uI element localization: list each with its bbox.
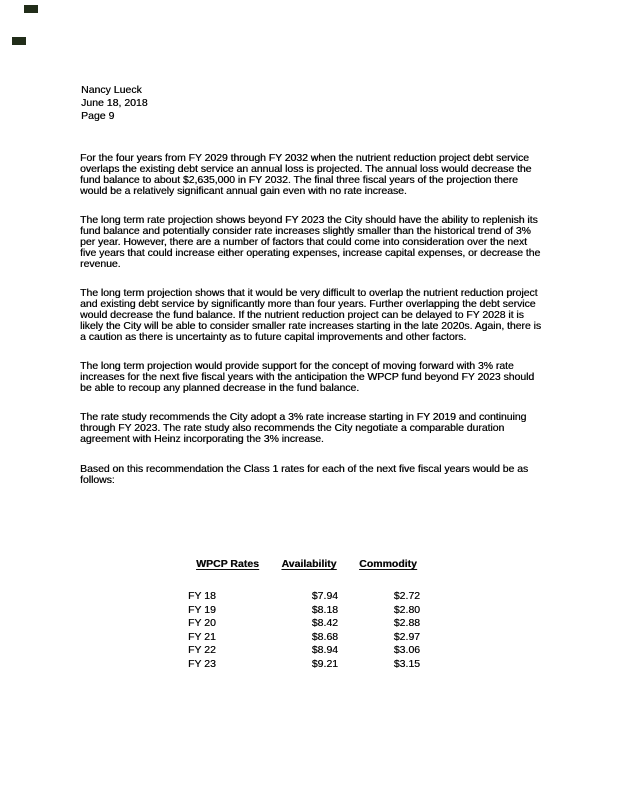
letter-body	[80, 153, 544, 485]
recipient-name: Nancy Lueck	[81, 84, 142, 96]
availability-cell: $8.68	[311, 630, 338, 643]
column-header-commodity: Commodity	[359, 558, 417, 570]
body-paragraph: The long term projection shows that it would be very difficult to overlap the nutrient reduction project and existing debt service by significantly more than four years. Further overlapping the debt service would decrease the fund balance. If the nutrient reduction project can be delayed to FY 2028 it is likely the City will be able to consider smaller rate increases starting in the late 2020s. Again, there is a caution as there is uncertainty as to future capital improvements and other factors.	[80, 287, 541, 343]
availability-cell: $8.94	[311, 644, 338, 657]
table-row	[185, 631, 420, 645]
fy-cell: FY 22	[188, 644, 216, 657]
table-body	[185, 590, 420, 672]
body-paragraph: Based on this recommendation the Class 1 rates for each of the next five fiscal years would be as follows:	[80, 462, 529, 486]
fy-cell: FY 21	[188, 630, 216, 643]
availability-cell: $9.21	[311, 657, 338, 670]
table-row	[185, 644, 420, 658]
body-paragraph: The long term projection would provide support for the concept of moving forward with 3% rate increases for the next five fiscal years with the anticipation the WPCP fund beyond FY 2023 should be able to recoup any planned decrease in the fund balance.	[80, 360, 535, 394]
table-row	[185, 590, 420, 604]
letter-header	[81, 84, 148, 124]
scan-artifact-mark	[24, 5, 38, 13]
body-paragraph: For the four years from FY 2029 through FY 2032 when the nutrient reduction project debt service overlaps the existing debt service an annual loss is projected. The annual loss would decrease the fund balance to about $2,635,000 in FY 2032. The final three fiscal years of the projection there would be a relatively significant annual gain even with no rate increase.	[80, 152, 532, 197]
letter-date: June 18, 2018	[81, 97, 148, 110]
commodity-cell: $3.15	[393, 657, 420, 670]
table-row	[185, 658, 420, 672]
table-header-row	[185, 557, 420, 571]
commodity-cell: $2.72	[393, 590, 420, 602]
body-paragraph: The long term rate projection shows beyond FY 2023 the City should have the ability to replenish its fund balance and potentially consider rate increases slightly smaller than the historical trend of 3% per year. However, there are a number of factors that could come into consideration over the next five years that could increase either operating expenses, increase capital expenses, or decrease the revenue.	[80, 214, 541, 270]
table-row	[185, 617, 420, 631]
fy-cell: FY 20	[188, 617, 216, 630]
fy-cell: FY 18	[188, 590, 216, 602]
availability-cell: $8.18	[311, 603, 338, 616]
commodity-cell: $2.88	[393, 617, 420, 630]
fy-cell: FY 23	[188, 657, 216, 670]
table-row	[185, 604, 420, 618]
fy-cell: FY 19	[188, 603, 216, 616]
body-paragraph: The rate study recommends the City adopt a 3% rate increase starting in FY 2019 and continuing through FY 2023. The rate study also recommends the City negotiate a comparable duration agreement with Heinz incorporating the 3% increase.	[80, 411, 527, 446]
commodity-cell: $2.80	[393, 603, 420, 616]
column-header-wpcp-rates: WPCP Rates	[196, 558, 259, 570]
page-number: Page 9	[81, 110, 115, 123]
commodity-cell: $3.06	[393, 644, 420, 657]
availability-cell: $8.42	[311, 617, 338, 630]
column-header-availability: Availability	[281, 558, 337, 570]
scan-artifact-mark	[12, 37, 26, 45]
availability-cell: $7.94	[311, 590, 338, 602]
commodity-cell: $2.97	[393, 630, 420, 643]
rates-table	[185, 557, 420, 672]
